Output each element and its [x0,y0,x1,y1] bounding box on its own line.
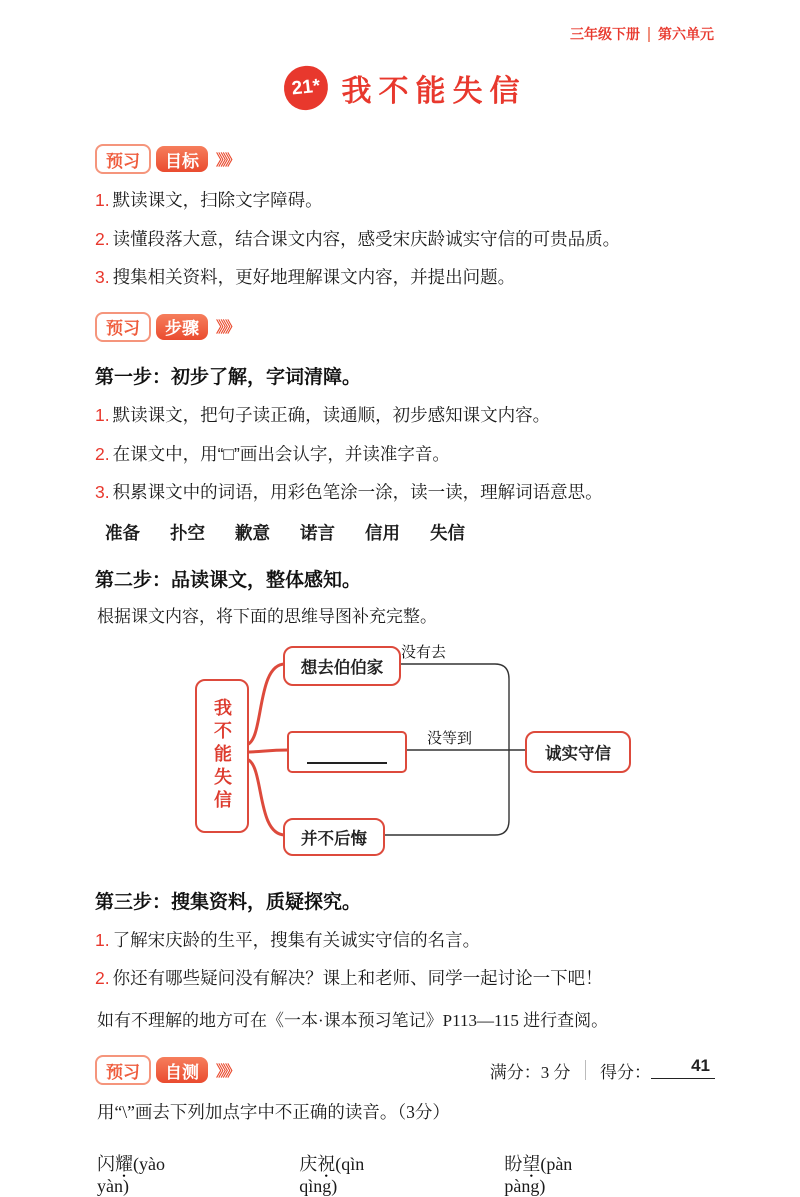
score-divider [585,1060,587,1080]
step1-item [95,481,715,505]
mindmap-diagram [95,639,735,867]
step2-instruction: 根据课文内容，将下面的思维导图补充完整。 [97,606,437,626]
item-number: 1. [95,404,110,425]
quiz-options: (qìn qìng) [299,1154,383,1196]
vocabulary-words [105,520,715,545]
step3-item [95,929,715,953]
quiz-word-dotted: 望 [522,1154,541,1174]
section-goals-header [95,144,715,174]
item-number: 2. [95,228,110,249]
goals-item [95,189,715,213]
quiz-answers-row [97,1150,715,1197]
item-number: 2. [95,443,110,464]
score-label: 得分： [600,1062,651,1082]
vocab-word: 诺言 [300,522,335,543]
lesson-number-badge: 21* [281,64,329,112]
lesson-title-row [95,66,715,110]
item-text: 你还有哪些疑问没有解决？课上和老师、同学一起讨论一下吧！ [112,968,603,989]
mindmap-branch2-blank [287,731,407,773]
chevrons-icon: 》》》 [216,1062,238,1080]
quiz-badge-left: 预习 [95,1055,151,1085]
quiz-badge-right: 自测 [156,1057,208,1083]
quiz-word-plain: 庆 [299,1154,318,1174]
chevrons-icon: 》》》 [216,151,238,169]
goals-badge-right: 目标 [156,146,208,172]
item-text: 读懂段落大意，结合课文内容，感受宋庆龄诚实守信的可贵品质。 [112,228,621,249]
unit-label: 第六单元 [658,26,714,42]
chevrons-icon: 》》》 [216,319,238,337]
quiz-options: (yào yàn) [97,1154,183,1196]
goals-badge-left: 预习 [95,144,151,174]
quiz-item [97,1150,207,1197]
volume-label: 三年级下册 [570,26,640,42]
branch2-annotation: 没等到 [427,729,473,747]
mindmap-branch3: 并不后悔 [283,818,385,856]
step1-item [95,404,715,428]
step2-heading: 第二步：品读课文，整体感知。 [95,569,362,591]
steps-badge-right: 步骤 [156,314,208,340]
item-text: 积累课文中的词语，用彩色笔涂一涂，读一读，理解词语意思。 [112,482,603,503]
item-number: 1. [95,929,110,950]
header-divider [648,27,650,42]
steps-badge-left: 预习 [95,312,151,342]
vocab-word: 准备 [105,522,140,543]
section-quiz-header [95,1055,715,1085]
vocab-word: 扑空 [170,522,205,543]
item-text: 了解宋庆龄的生平，搜集有关诚实守信的名言。 [112,929,481,950]
quiz-item [299,1150,412,1197]
score-area [490,1058,715,1083]
quiz-word-dotted: 祝 [317,1154,336,1174]
section-steps-header [95,312,715,342]
mindmap-result-node: 诚实守信 [525,731,631,773]
lesson-title: 我不能失信 [341,75,527,108]
item-number: 2. [95,968,110,989]
full-score-label: 满分：3 分 [489,1062,571,1082]
vocab-word: 歉意 [235,522,270,543]
step3-heading: 第三步：搜集资料，质疑探究。 [95,891,362,913]
item-text: 默读课文，扫除文字障碍。 [112,190,323,210]
item-text: 搜集相关资料，更好地理解课文内容，并提出问题。 [112,267,516,288]
item-number: 1. [95,190,110,210]
mindmap-root-label: 我不能失信 [212,698,232,814]
step1-heading: 第一步：初步了解，字词清障。 [95,366,362,388]
quiz-word-dotted: 耀 [115,1154,133,1174]
fill-in-blank [307,740,387,764]
item-text: 在课文中，用“□”画出会认字，并读准字音。 [112,443,450,464]
vocab-word: 信用 [365,522,400,543]
goals-item [95,228,715,252]
item-text: 默读课文，把句子读正确，读通顺，初步感知课文内容。 [112,404,551,425]
quiz-instruction: 用“\”画去下列加点字中不正确的读音。（3分） [97,1102,450,1122]
step3-item [95,967,715,991]
mindmap-branch1: 想去伯伯家 [283,646,401,686]
goals-item [95,266,715,290]
vocab-word: 失信 [430,522,465,543]
page-number: 41 [691,1056,710,1075]
quiz-options: (pàn pàng) [504,1154,591,1196]
mindmap-connectors [95,639,735,867]
item-number: 3. [95,267,110,288]
branch1-annotation: 没有去 [401,643,447,661]
quiz-word-plain: 盼 [504,1154,523,1174]
quiz-badges [95,1055,237,1085]
quiz-word-plain: 闪 [97,1154,115,1174]
reference-note: 如有不理解的地方可在《一本·课本预习笔记》P113—115 进行查阅。 [97,1011,609,1030]
step1-item [95,443,715,467]
page-header [570,24,714,44]
item-number: 3. [95,482,110,503]
quiz-item [504,1150,623,1197]
mindmap-root-node [195,679,249,833]
